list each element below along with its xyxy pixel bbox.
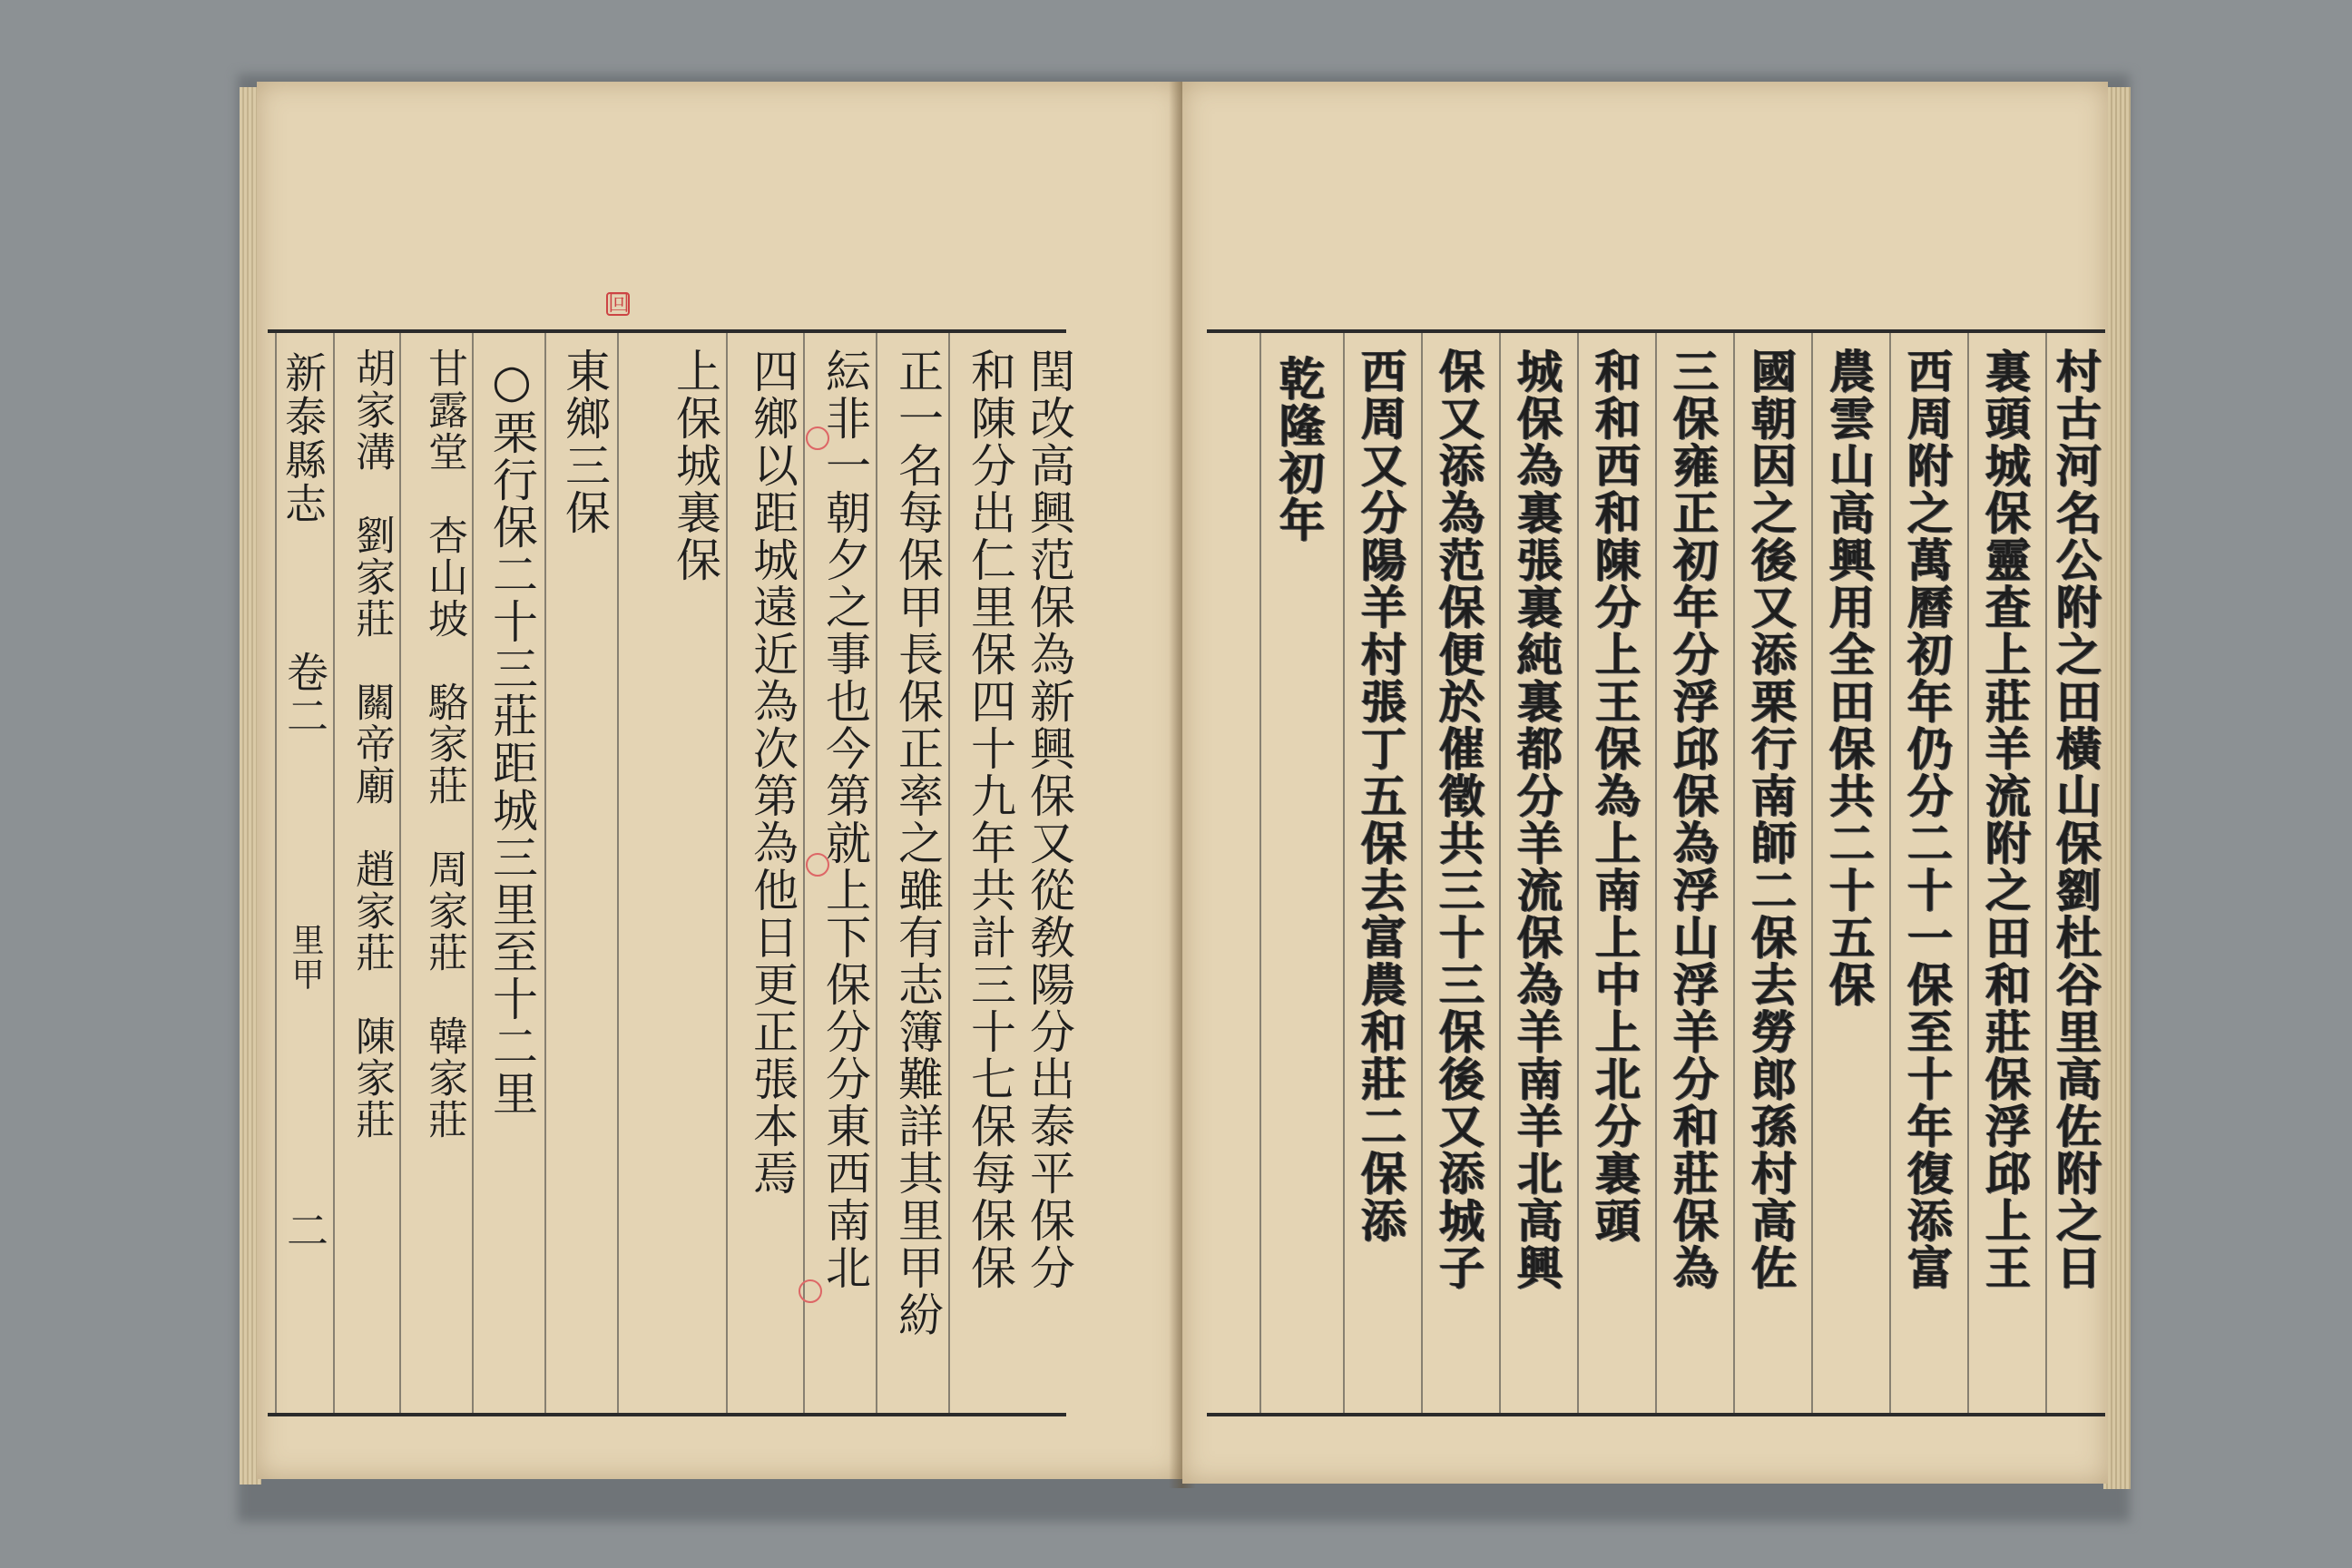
left-col-9: 甘露堂 杏山坡 駱家莊 周家莊 韓家莊 [421, 348, 467, 1141]
red-seal-mark: 回 [608, 290, 630, 316]
right-col-11: 乾隆初年 [1272, 355, 1326, 544]
left-col-10: 胡家溝 劉家莊 關帝廟 趙家莊 陳家莊 [348, 348, 395, 1141]
left-col-4: 紜非一朝夕之事也今第就上下保分分東西南北 [818, 348, 871, 1291]
right-col-3: 西周附之萬曆初年仍分二十一保至十年復添富 [1900, 348, 1954, 1291]
red-annotation-circle [806, 853, 829, 877]
margin-section: 里甲 [287, 923, 324, 992]
right-col-6: 三保雍正初年分浮邱保為浮山浮羊分和莊保為 [1666, 348, 1720, 1291]
right-col-10: 西周又分陽羊村張丁五保去富農和莊二保添 [1354, 348, 1407, 1244]
left-col-6: 上保城裏保 [669, 348, 721, 583]
red-annotation-circle [799, 1279, 822, 1303]
right-col-5: 國朝因之後又添栗行南師二保去勞郎孫村高佐 [1744, 348, 1798, 1291]
right-col-8: 城保為裏張裏純裏都分羊流保為羊南羊北高興 [1510, 348, 1563, 1291]
left-col-5: 四鄉以距城遠近為次第為他日更正張本焉 [746, 348, 799, 1197]
left-text-block [268, 329, 1075, 1416]
left-col-1: 閏改高興范保為新興保又從敎陽分出泰平保分 [1023, 348, 1075, 1291]
right-text-block [1207, 329, 2105, 1416]
right-col-4: 農雲山高興用全田保共二十五保 [1822, 348, 1876, 1008]
right-col-7: 和和西和陳分上王保為上南上中上北分裏頭 [1588, 348, 1642, 1244]
margin-page-number: 二 [280, 1209, 329, 1252]
right-col-2: 裏頭城保靈査上莊羊流附之田和莊保浮邱上王 [1978, 348, 2032, 1291]
margin-title: 新泰縣志 [279, 351, 328, 525]
left-col-7: 東鄉三保 [558, 348, 611, 536]
margin-volume: 卷二 [280, 651, 329, 738]
left-col-2: 和陳分出仁里保四十九年共計三十七保每保保 [964, 348, 1016, 1291]
left-col-3: 正一名每保甲長保正率之雖有志簿難詳其里甲紛 [891, 348, 944, 1338]
right-col-9: 保又添為范保便於催徵共三十三保後又添城子 [1432, 348, 1485, 1291]
right-col-1: 村古河名公附之田橫山保劉杜谷里高佐附之日 [2049, 348, 2102, 1291]
left-col-8: ○栗行保二十三莊距城三里至十二里 [485, 355, 538, 1117]
red-annotation-circle [806, 426, 829, 450]
